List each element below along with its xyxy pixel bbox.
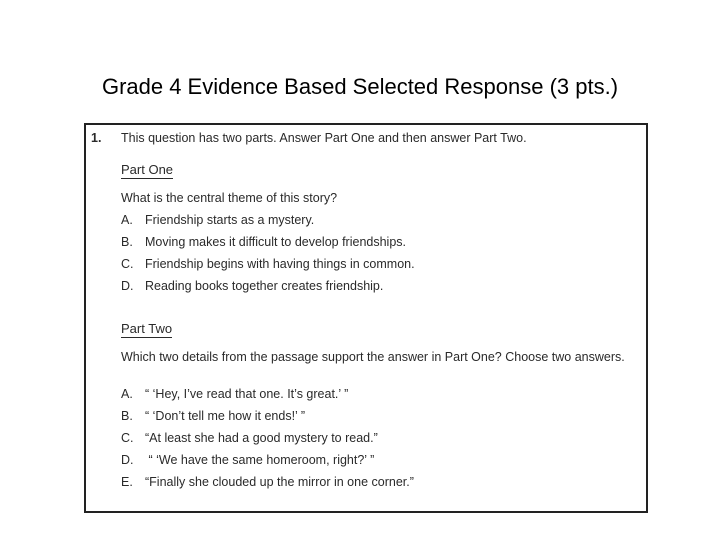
part-two-heading: Part Two bbox=[121, 321, 173, 336]
part-two-option-e[interactable] bbox=[121, 475, 631, 489]
option-letter: D. bbox=[121, 279, 134, 293]
part-two-prompt: Which two details from the passage support the answer in Part One? Choose two answers. bbox=[121, 350, 625, 364]
option-letter: C. bbox=[121, 431, 134, 445]
part-two-option-a[interactable] bbox=[121, 387, 631, 401]
question-intro: This question has two parts. Answer Part One and then answer Part Two. bbox=[121, 131, 527, 145]
option-letter: B. bbox=[121, 235, 133, 249]
option-letter: D. bbox=[121, 453, 134, 467]
part-one-option-d[interactable] bbox=[121, 279, 631, 293]
part-one-prompt: What is the central theme of this story? bbox=[121, 191, 338, 205]
part-two-option-d[interactable] bbox=[121, 453, 631, 467]
option-text: “ ‘We have the same homeroom, right?’ ” bbox=[145, 453, 375, 467]
option-text: Reading books together creates friendship. bbox=[145, 279, 384, 293]
option-letter: A. bbox=[121, 213, 133, 227]
option-text: “ ‘Hey, I’ve read that one. It’s great.’ ” bbox=[145, 387, 349, 401]
option-text: Friendship starts as a mystery. bbox=[145, 213, 315, 227]
option-text: “ ‘Don’t tell me how it ends!’ ” bbox=[145, 409, 306, 423]
option-text: “At least she had a good mystery to read.” bbox=[145, 431, 378, 445]
question-number: 1. bbox=[91, 131, 102, 145]
part-one-option-b[interactable] bbox=[121, 235, 631, 249]
slide-title: Grade 4 Evidence Based Selected Response (3 pts.) bbox=[101, 74, 619, 99]
option-letter: B. bbox=[121, 409, 133, 423]
part-two-option-b[interactable] bbox=[121, 409, 631, 423]
option-letter: A. bbox=[121, 387, 133, 401]
part-one-heading: Part One bbox=[121, 162, 174, 177]
part-one-option-c[interactable] bbox=[121, 257, 631, 271]
part-two-option-c[interactable] bbox=[121, 431, 631, 445]
option-text: Moving makes it difficult to develop friendships. bbox=[145, 235, 407, 249]
option-letter: E. bbox=[121, 475, 133, 489]
question-box bbox=[84, 123, 648, 513]
option-text: Friendship begins with having things in common. bbox=[145, 257, 415, 271]
option-letter: C. bbox=[121, 257, 134, 271]
option-text: “Finally she clouded up the mirror in one corner.” bbox=[145, 475, 414, 489]
part-one-option-a[interactable] bbox=[121, 213, 631, 227]
